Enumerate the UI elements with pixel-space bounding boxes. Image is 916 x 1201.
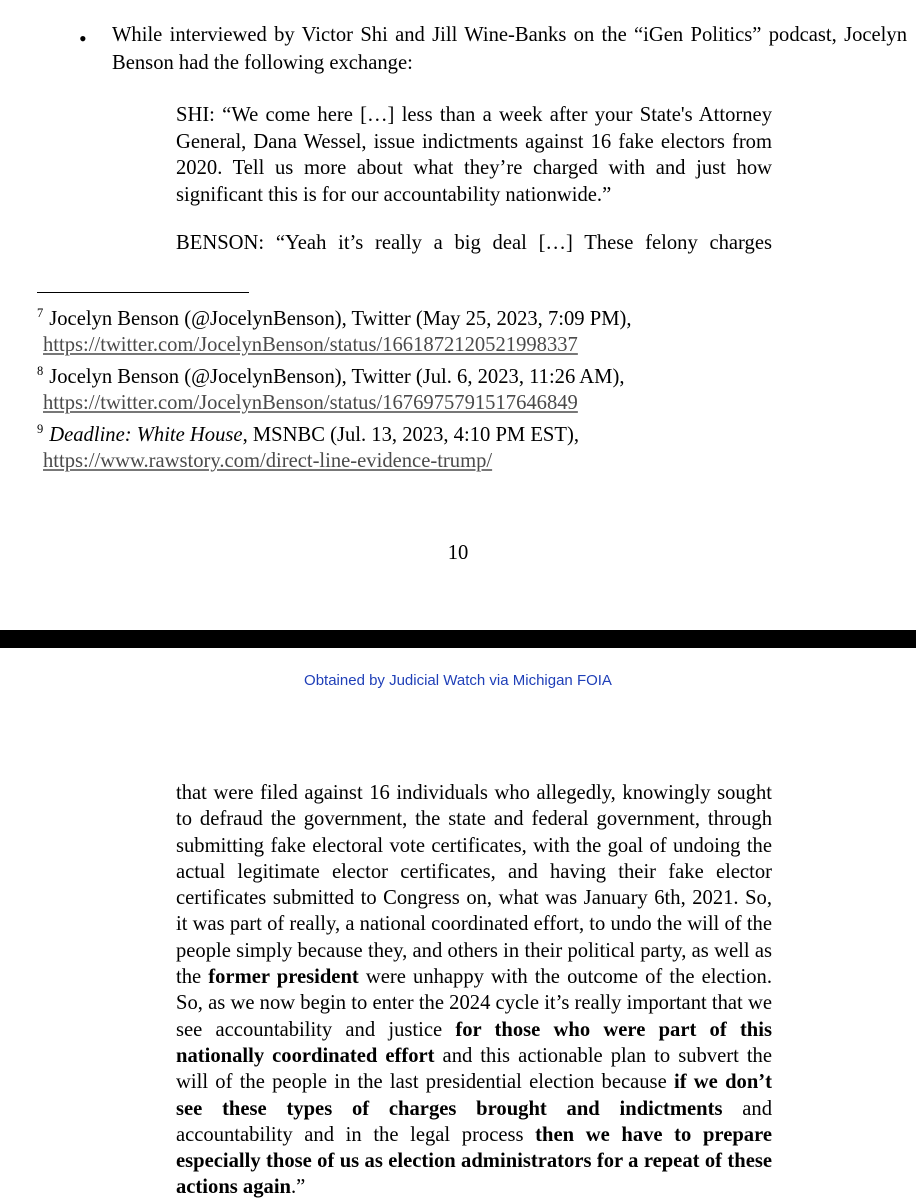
quote-text: that were filed against 16 individuals who allegedly, knowingly sought to defraud the government, the state and federal government, through submitting fake electoral vote certificates, with the goal of undoing the actual legitimate elector certificates, and having their fake elector certificates submitted to Congress on, what was January 6th, 2021. So, it was part of really, a national coordinated effort, to undo the will of the people simply because they, and others in their political party, as well as the — [176, 782, 772, 989]
footnote-italic-title: Deadline: White House — [49, 424, 243, 446]
footnote-7-link[interactable]: https://twitter.com/JocelynBenson/status/1661872120521998337 — [43, 334, 578, 356]
benson-quote-start: BENSON: “Yeah it’s really a big deal […] These felony charges — [176, 232, 772, 254]
footnote-number: 9 — [37, 422, 44, 436]
footnote-text: Jocelyn Benson (@JocelynBenson), Twitter (May 25, 2023, 7:09 PM), — [49, 308, 632, 330]
footnote-number: 7 — [37, 306, 44, 320]
footnote-9-link[interactable]: https://www.rawstory.com/direct-line-evidence-trump/ — [43, 450, 493, 472]
page-divider-bar — [0, 630, 916, 648]
quote-emphasis: if we don’t see these types of charges brought and indictments — [176, 1071, 772, 1120]
shi-quote: SHI: “We come here […] less than a week after your State's Attorney General, Dana Wessel, issue indictments against 16 fake electors from 2020. Tell us more about what they’re charged with and just how significant this is for our accountability nationwide.” — [176, 104, 772, 206]
quote-text: .” — [291, 1176, 306, 1199]
footnotes — [37, 300, 797, 474]
document-page-bottom — [0, 648, 916, 1200]
bullet-point-icon: • — [79, 26, 87, 51]
footnote-text: Jocelyn Benson (@JocelynBenson), Twitter (Jul. 6, 2023, 11:26 AM), — [49, 366, 625, 388]
quote-text: and accountability and in the legal process — [176, 1097, 772, 1146]
footnote-9 — [37, 416, 797, 448]
page-number: 10 — [447, 542, 469, 564]
footnote-7 — [37, 300, 797, 332]
footnote-separator — [37, 292, 249, 293]
footnote-text: , MSNBC (Jul. 13, 2023, 4:10 PM EST), — [242, 424, 579, 446]
benson-quote-continuation — [176, 780, 772, 1201]
quote-emphasis: then we have to prepare especially those of us as election administrators for a repeat of these actions again — [176, 1123, 772, 1199]
footnote-number: 8 — [37, 364, 44, 378]
footnote-8-link[interactable]: https://twitter.com/JocelynBenson/status/1676975791517646849 — [43, 392, 578, 414]
bullet-intro-text: While interviewed by Victor Shi and Jill Wine-Banks on the “iGen Politics” podcast, Jocelyn Benson had the following exchange: — [112, 24, 907, 74]
quote-text: were unhappy with the outcome of the election. So, as we now begin to enter the 2024 cycle it’s really important that we see accountability and justice — [176, 966, 772, 1041]
foia-watermark: Obtained by Judicial Watch via Michigan FOIA — [304, 672, 612, 689]
quote-text: and this actionable plan to subvert the will of the people in the last presidential election because — [176, 1044, 772, 1094]
quote-emphasis: former president — [208, 966, 359, 989]
quote-emphasis: for those who were part of this nationally coordinated effort — [176, 1018, 772, 1067]
footnote-8 — [37, 358, 797, 390]
